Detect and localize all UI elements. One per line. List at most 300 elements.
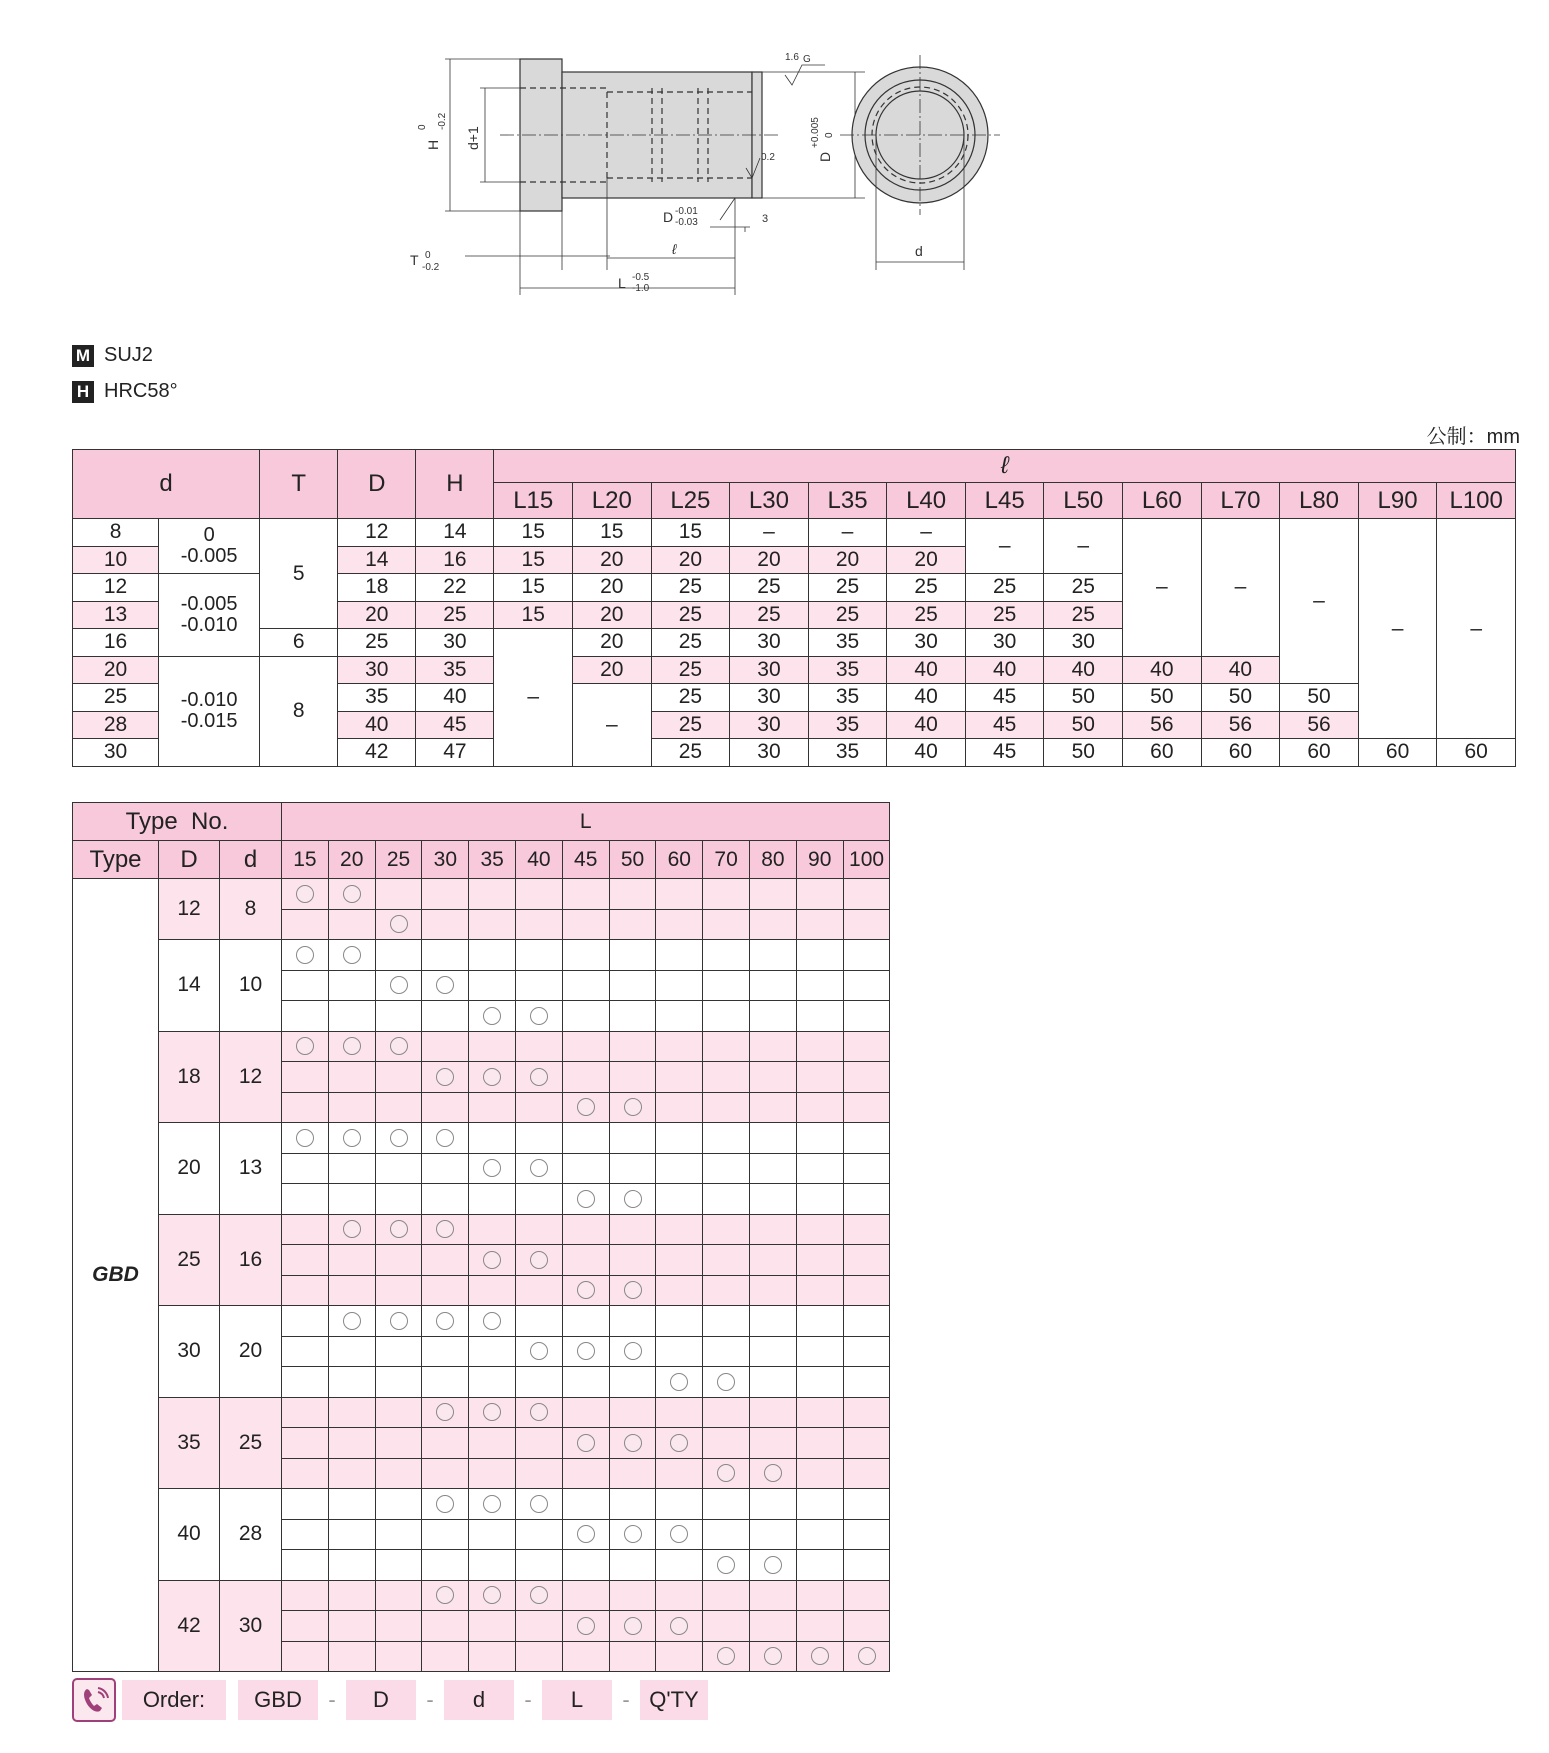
- spec-header-L: L20: [573, 483, 652, 519]
- spec-cell: 15: [494, 574, 573, 602]
- availability-cell: [516, 909, 563, 940]
- availability-cell: [282, 1123, 329, 1154]
- availability-cell: [609, 1275, 656, 1306]
- availability-cell: [750, 1245, 797, 1276]
- availability-cell: [656, 1245, 703, 1276]
- availability-cell: [609, 970, 656, 1001]
- availability-row: [73, 1489, 890, 1520]
- availability-cell: [282, 1153, 329, 1184]
- availability-cell: [609, 1153, 656, 1184]
- availability-cell: [562, 1306, 609, 1337]
- spec-cell: 25: [887, 574, 966, 602]
- material-icon: M: [72, 345, 94, 367]
- availability-cell: [422, 1397, 469, 1428]
- available-circle-icon: [296, 946, 314, 964]
- available-circle-icon: [436, 1312, 454, 1330]
- available-circle-icon: [390, 1312, 408, 1330]
- L-column-header: 90: [796, 841, 843, 879]
- spec-cell: 30: [730, 739, 809, 767]
- availability-cell: [422, 1489, 469, 1520]
- spec-H: 14: [416, 519, 494, 547]
- spec-cell: –: [965, 519, 1044, 574]
- availability-cell: [656, 1641, 703, 1672]
- availability-cell: [656, 1397, 703, 1428]
- available-circle-icon: [624, 1281, 642, 1299]
- spec-header-L: L50: [1044, 483, 1123, 519]
- available-circle-icon: [577, 1098, 595, 1116]
- available-circle-icon: [296, 885, 314, 903]
- availability-cell: [703, 1153, 750, 1184]
- available-circle-icon: [670, 1617, 688, 1635]
- spec-cell: 35: [808, 739, 887, 767]
- availability-cell: [469, 970, 516, 1001]
- availability-cell: [282, 1092, 329, 1123]
- availability-cell: [562, 1367, 609, 1398]
- spec-cell: 30: [1044, 629, 1123, 657]
- D-up-tol-bottom: 0: [824, 132, 835, 138]
- availability-cell: [843, 1031, 890, 1062]
- order-part-type: GBD: [238, 1680, 318, 1720]
- D-value: 30: [159, 1306, 220, 1398]
- available-circle-icon: [624, 1190, 642, 1208]
- availability-cell: [469, 1275, 516, 1306]
- H-tol-top: 0: [417, 124, 428, 130]
- availability-cell: [609, 1184, 656, 1215]
- spec-D: 20: [338, 601, 416, 629]
- available-circle-icon: [858, 1647, 876, 1665]
- availability-cell: [750, 1031, 797, 1062]
- spec-cell: –: [1280, 519, 1359, 684]
- availability-cell: [609, 1367, 656, 1398]
- spec-header-L: L60: [1123, 483, 1202, 519]
- availability-cell: [562, 1611, 609, 1642]
- spec-D: 35: [338, 684, 416, 712]
- available-circle-icon: [530, 1007, 548, 1025]
- availability-cell: [469, 1062, 516, 1093]
- availability-cell: [375, 1550, 422, 1581]
- spec-cell: 35: [808, 711, 887, 739]
- d-value: 28: [220, 1489, 282, 1581]
- availability-cell: [516, 1001, 563, 1032]
- availability-cell: [796, 1397, 843, 1428]
- availability-cell: [328, 1641, 375, 1672]
- spec-cell: 30: [965, 629, 1044, 657]
- availability-cell: [703, 1489, 750, 1520]
- availability-cell: [282, 940, 329, 971]
- availability-cell: [375, 1153, 422, 1184]
- availability-cell: [375, 1031, 422, 1062]
- availability-cell: [282, 1397, 329, 1428]
- available-circle-icon: [764, 1464, 782, 1482]
- availability-row: [73, 1214, 890, 1245]
- availability-cell: [282, 1062, 329, 1093]
- spec-cell: –: [808, 519, 887, 547]
- spec-header-L: L100: [1437, 483, 1516, 519]
- spec-H: 47: [416, 739, 494, 767]
- availability-cell: [750, 1184, 797, 1215]
- order-label: Order:: [122, 1680, 226, 1720]
- availability-cell: [469, 1519, 516, 1550]
- availability-cell: [843, 1275, 890, 1306]
- available-circle-icon: [436, 1586, 454, 1604]
- availability-cell: [328, 1306, 375, 1337]
- availability-cell: [422, 1428, 469, 1459]
- availability-cell: [469, 1397, 516, 1428]
- spec-cell: 45: [965, 711, 1044, 739]
- availability-cell: [843, 1336, 890, 1367]
- availability-cell: [516, 1336, 563, 1367]
- available-circle-icon: [296, 1037, 314, 1055]
- availability-cell: [469, 1428, 516, 1459]
- availability-cell: [469, 1245, 516, 1276]
- availability-cell: [422, 1611, 469, 1642]
- availability-cell: [562, 970, 609, 1001]
- unit-label: 公制：mm: [1426, 426, 1520, 448]
- availability-cell: [328, 1184, 375, 1215]
- spec-d: 16: [73, 629, 159, 657]
- availability-cell: [656, 1092, 703, 1123]
- spec-cell: 25: [651, 711, 730, 739]
- spec-cell: 25: [808, 574, 887, 602]
- availability-cell: [703, 1336, 750, 1367]
- type-no-header: Type No.: [73, 803, 282, 841]
- availability-cell: [328, 940, 375, 971]
- availability-cell: [750, 1641, 797, 1672]
- available-circle-icon: [483, 1495, 501, 1513]
- type-value: GBD: [73, 879, 159, 1672]
- available-circle-icon: [670, 1373, 688, 1391]
- order-part-d: d: [444, 1680, 514, 1720]
- availability-cell: [328, 1580, 375, 1611]
- availability-cell: [469, 1306, 516, 1337]
- spec-cell: 25: [965, 574, 1044, 602]
- availability-cell: [796, 1428, 843, 1459]
- availability-cell: [843, 1489, 890, 1520]
- availability-cell: [750, 940, 797, 971]
- availability-cell: [282, 970, 329, 1001]
- spec-D: 42: [338, 739, 416, 767]
- L-column-header: 100: [843, 841, 890, 879]
- spec-tolerance: 0 -0.005: [159, 519, 260, 574]
- spec-cell: 40: [1201, 656, 1280, 684]
- spec-header-T: T: [260, 450, 338, 519]
- spec-cell: 50: [1280, 684, 1359, 712]
- d-side-label: d: [915, 243, 923, 259]
- availability-cell: [796, 1336, 843, 1367]
- availability-cell: [703, 1275, 750, 1306]
- spec-header-L: L70: [1201, 483, 1280, 519]
- available-circle-icon: [483, 1403, 501, 1421]
- availability-cell: [516, 1184, 563, 1215]
- availability-cell: [796, 1641, 843, 1672]
- availability-cell: [656, 1214, 703, 1245]
- L-label: L: [618, 275, 626, 291]
- availability-cell: [469, 1001, 516, 1032]
- spec-cell: 60: [1437, 739, 1516, 767]
- availability-cell: [422, 1580, 469, 1611]
- available-circle-icon: [483, 1312, 501, 1330]
- availability-cell: [328, 1062, 375, 1093]
- availability-cell: [516, 1580, 563, 1611]
- L-header: L: [282, 803, 890, 841]
- availability-cell: [656, 1519, 703, 1550]
- availability-cell: [282, 1336, 329, 1367]
- availability-cell: [796, 1031, 843, 1062]
- spec-H: 16: [416, 546, 494, 574]
- spec-cell: 15: [651, 519, 730, 547]
- L-column-header: 35: [469, 841, 516, 879]
- L-column-header: 60: [656, 841, 703, 879]
- spec-cell: 50: [1044, 684, 1123, 712]
- spec-header-L: L35: [808, 483, 887, 519]
- availability-cell: [703, 1001, 750, 1032]
- spec-cell: 60: [1358, 739, 1437, 767]
- availability-cell: [469, 1336, 516, 1367]
- available-circle-icon: [343, 1037, 361, 1055]
- availability-cell: [469, 1580, 516, 1611]
- spec-cell: 20: [573, 656, 652, 684]
- availability-cell: [796, 1214, 843, 1245]
- availability-cell: [703, 970, 750, 1001]
- available-circle-icon: [577, 1617, 595, 1635]
- spec-tolerance: -0.005 -0.010: [159, 574, 260, 657]
- d-value: 8: [220, 879, 282, 940]
- availability-cell: [422, 1275, 469, 1306]
- spec-d: 20: [73, 656, 159, 684]
- availability-cell: [796, 1245, 843, 1276]
- availability-cell: [469, 909, 516, 940]
- spec-H: 25: [416, 601, 494, 629]
- spec-cell: 30: [730, 684, 809, 712]
- L-column-header: 45: [562, 841, 609, 879]
- available-circle-icon: [436, 1220, 454, 1238]
- availability-cell: [656, 1489, 703, 1520]
- availability-cell: [516, 1306, 563, 1337]
- D-value: 35: [159, 1397, 220, 1489]
- spec-header-L: L15: [494, 483, 573, 519]
- availability-row: [73, 1580, 890, 1611]
- D-value: 42: [159, 1580, 220, 1672]
- availability-cell: [843, 1397, 890, 1428]
- spec-cell: 25: [1044, 601, 1123, 629]
- available-circle-icon: [390, 976, 408, 994]
- spec-cell: –: [730, 519, 809, 547]
- availability-cell: [703, 940, 750, 971]
- spec-cell: 20: [887, 546, 966, 574]
- availability-cell: [562, 1489, 609, 1520]
- availability-cell: [422, 1306, 469, 1337]
- availability-cell: [516, 970, 563, 1001]
- availability-cell: [796, 1153, 843, 1184]
- availability-cell: [375, 1580, 422, 1611]
- spec-header-L: L80: [1280, 483, 1359, 519]
- availability-cell: [609, 1001, 656, 1032]
- availability-cell: [375, 1214, 422, 1245]
- availability-cell: [282, 1367, 329, 1398]
- order-separator: -: [622, 1687, 630, 1712]
- spec-cell: 40: [887, 684, 966, 712]
- availability-cell: [282, 1275, 329, 1306]
- availability-cell: [562, 1550, 609, 1581]
- availability-cell: [750, 1550, 797, 1581]
- availability-cell: [422, 1336, 469, 1367]
- availability-cell: [750, 1062, 797, 1093]
- spec-cell: 40: [887, 739, 966, 767]
- spec-H: 30: [416, 629, 494, 657]
- T-label: T: [410, 252, 419, 268]
- availability-cell: [796, 1580, 843, 1611]
- spec-H: 45: [416, 711, 494, 739]
- availability-cell: [375, 1489, 422, 1520]
- availability-cell: [609, 940, 656, 971]
- availability-cell: [282, 1550, 329, 1581]
- order-separator: -: [524, 1687, 532, 1712]
- availability-cell: [375, 1306, 422, 1337]
- available-circle-icon: [577, 1342, 595, 1360]
- spec-cell: 15: [494, 601, 573, 629]
- available-circle-icon: [483, 1251, 501, 1269]
- available-circle-icon: [436, 1495, 454, 1513]
- availability-cell: [796, 1458, 843, 1489]
- availability-cell: [282, 1001, 329, 1032]
- availability-cell: [656, 1550, 703, 1581]
- availability-cell: [328, 1397, 375, 1428]
- roughness-1: 1.6: [785, 52, 799, 63]
- available-circle-icon: [764, 1647, 782, 1665]
- availability-cell: [516, 1092, 563, 1123]
- spec-cell: 45: [965, 684, 1044, 712]
- availability-cell: [843, 1092, 890, 1123]
- availability-cell: [796, 1001, 843, 1032]
- available-circle-icon: [717, 1373, 735, 1391]
- availability-cell: [469, 1458, 516, 1489]
- spec-cell: 35: [808, 656, 887, 684]
- availability-cell: [609, 1123, 656, 1154]
- availability-cell: [422, 1123, 469, 1154]
- availability-cell: [282, 1428, 329, 1459]
- spec-D: 12: [338, 519, 416, 547]
- available-circle-icon: [483, 1159, 501, 1177]
- availability-cell: [562, 1001, 609, 1032]
- availability-cell: [609, 1031, 656, 1062]
- availability-cell: [375, 970, 422, 1001]
- available-circle-icon: [624, 1525, 642, 1543]
- availability-cell: [562, 1336, 609, 1367]
- available-circle-icon: [624, 1098, 642, 1116]
- availability-cell: [375, 1123, 422, 1154]
- availability-cell: [750, 1123, 797, 1154]
- availability-cell: [843, 879, 890, 910]
- spec-d: 25: [73, 684, 159, 712]
- D-value: 14: [159, 940, 220, 1032]
- T-tol-bottom: -0.2: [422, 262, 440, 273]
- availability-cell: [469, 1184, 516, 1215]
- availability-cell: [703, 1397, 750, 1428]
- availability-cell: [328, 1245, 375, 1276]
- availability-cell: [796, 970, 843, 1001]
- spec-cell: 35: [808, 629, 887, 657]
- availability-cell: [375, 1428, 422, 1459]
- spec-cell: –: [1123, 519, 1202, 657]
- spec-cell: 40: [1123, 656, 1202, 684]
- availability-cell: [422, 1519, 469, 1550]
- D-value: 20: [159, 1123, 220, 1215]
- three-label: 3: [762, 213, 769, 225]
- availability-cell: [516, 1397, 563, 1428]
- availability-cell: [796, 940, 843, 971]
- D-low-tol-top: -0.01: [675, 206, 698, 217]
- availability-cell: [703, 879, 750, 910]
- availability-cell: [328, 1458, 375, 1489]
- available-circle-icon: [483, 1068, 501, 1086]
- available-circle-icon: [764, 1556, 782, 1574]
- spec-cell: 15: [494, 519, 573, 547]
- available-circle-icon: [343, 946, 361, 964]
- spec-tolerance: -0.010 -0.015: [159, 656, 260, 766]
- availability-cell: [609, 1550, 656, 1581]
- available-circle-icon: [530, 1495, 548, 1513]
- availability-cell: [750, 1611, 797, 1642]
- availability-cell: [516, 879, 563, 910]
- order-line: [72, 1677, 708, 1723]
- availability-cell: [656, 1611, 703, 1642]
- availability-cell: [422, 1031, 469, 1062]
- spec-T: 5: [260, 519, 338, 629]
- availability-cell: [703, 1428, 750, 1459]
- available-circle-icon: [717, 1647, 735, 1665]
- availability-cell: [422, 970, 469, 1001]
- available-circle-icon: [670, 1434, 688, 1452]
- hardness-icon: H: [72, 381, 94, 403]
- spec-header-ell: ℓ: [494, 450, 1516, 483]
- availability-cell: [703, 1184, 750, 1215]
- hardness-value: HRC58°: [104, 380, 178, 402]
- availability-cell: [843, 1062, 890, 1093]
- availability-cell: [516, 1367, 563, 1398]
- spec-header-L: L90: [1358, 483, 1437, 519]
- availability-cell: [375, 1458, 422, 1489]
- spec-cell: 20: [573, 601, 652, 629]
- spec-cell: 60: [1123, 739, 1202, 767]
- spec-cell: 50: [1123, 684, 1202, 712]
- availability-cell: [703, 1031, 750, 1062]
- availability-cell: [328, 879, 375, 910]
- spec-cell: 40: [887, 656, 966, 684]
- availability-cell: [282, 1031, 329, 1062]
- spec-cell: 25: [808, 601, 887, 629]
- spec-cell: 20: [573, 629, 652, 657]
- spec-cell: 56: [1123, 711, 1202, 739]
- spec-cell: 25: [651, 684, 730, 712]
- spec-header-H: H: [416, 450, 494, 519]
- spec-cell: 15: [573, 519, 652, 547]
- D-value: 18: [159, 1031, 220, 1123]
- spec-T: 8: [260, 656, 338, 766]
- availability-cell: [469, 1641, 516, 1672]
- spec-cell: 30: [730, 629, 809, 657]
- available-circle-icon: [624, 1617, 642, 1635]
- spec-cell: 40: [1044, 656, 1123, 684]
- availability-cell: [375, 1062, 422, 1093]
- availability-cell: [375, 940, 422, 971]
- availability-cell: [422, 1062, 469, 1093]
- available-circle-icon: [577, 1190, 595, 1208]
- availability-cell: [375, 1611, 422, 1642]
- L-column-header: 15: [282, 841, 329, 879]
- availability-cell: [843, 909, 890, 940]
- availability-cell: [422, 1001, 469, 1032]
- availability-cell: [328, 1092, 375, 1123]
